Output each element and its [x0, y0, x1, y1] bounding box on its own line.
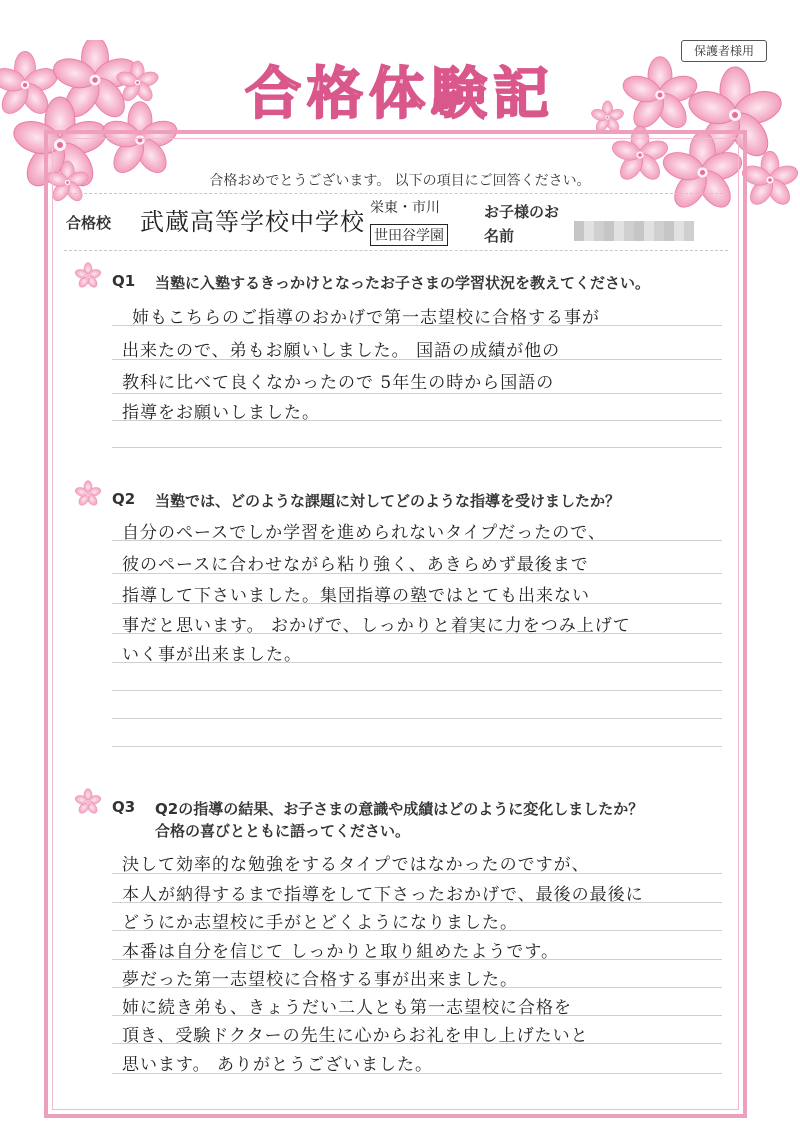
q3-answer-line: 夢だった第一志望校に合格する事が出来ました。: [122, 970, 518, 990]
q3-answer-line: 頂き、受験ドクターの先生に心からお礼を申し上げたいと: [122, 1026, 589, 1046]
answer-rule: [112, 447, 722, 448]
child-name-label: お子様のお名前: [484, 203, 560, 245]
q2-answer-line: いく事が出来ました。: [122, 645, 302, 665]
blossom-icon: [74, 480, 102, 508]
answer-rule: [112, 393, 722, 394]
q1-answer-line: 指導をお願いしました。: [122, 403, 320, 423]
q2-question: 当塾では、どのような課題に対してどのような指導を受けましたか？: [155, 492, 621, 510]
q1-answer-line: 教科に比べて良くなかったので 5年生の時から国語の: [122, 373, 555, 393]
school-label: 合格校: [66, 214, 112, 232]
q1-question: 当塾に入塾するきっかけとなったお子さまの学習状況を教えてください。: [155, 274, 651, 292]
q2-answer-line: 指導して下さいました。集団指導の塾ではとても出来ない: [122, 586, 590, 606]
divider: [64, 250, 728, 251]
q3-answer-line: 本人が納得するまで指導をして下さったおかげで、最後の最後に: [122, 885, 644, 905]
page-title: 合格体験記: [245, 61, 555, 127]
answer-rule: [112, 746, 722, 747]
q2-answer-line: 彼のペースに合わせながら粘り強く、あきらめず最後まで: [122, 555, 589, 575]
q3-question: Q2の指導の結果、お子さまの意識や成績はどのように変化しましたか？: [155, 800, 644, 818]
q2-answer-line: 事だと思います。 おかげで、しっかりと着実に力をつみ上げて: [122, 616, 631, 636]
q1-answer-line: 出来たので、弟もお願いしました。 国語の成績が他の: [122, 341, 561, 361]
divider: [64, 193, 728, 194]
q3-answer-line: どうにか志望校に手がとどくようになりました。: [122, 913, 518, 933]
school-note-other-2: 世田谷学園: [370, 224, 448, 246]
intro-text: 合格おめでとうございます。 以下の項目にご回答ください。: [209, 173, 591, 189]
audience-badge: 保護者様用: [681, 40, 767, 62]
q1-answer-line: 姉もこちらのご指導のおかげで第一志望校に合格する事が: [132, 308, 600, 328]
blossom-icon: [74, 788, 102, 816]
q1-number: Q1: [112, 272, 136, 290]
q3-answer-line: 本番は自分を信じて しっかりと取り組めたようです。: [122, 942, 560, 962]
q3-number: Q3: [112, 798, 136, 816]
q3-answer-line: 決して効率的な勉強をするタイプではなかったのですが、: [122, 855, 590, 875]
q3-answer-line: 姉に続き弟も、きょうだい二人とも第一志望校に合格を: [122, 998, 572, 1018]
answer-rule: [112, 690, 722, 691]
blossom-icon: [74, 262, 102, 290]
q3-question-line2: 合格の喜びとともに語ってください。: [155, 822, 411, 840]
q3-answer-line: 思います。 ありがとうございました。: [122, 1055, 434, 1075]
q2-answer-line: 自分のペースでしか学習を進められないタイプだったので、: [122, 523, 606, 543]
child-name-redacted: [574, 221, 694, 241]
school-name: 武蔵高等学校中学校: [140, 208, 365, 236]
answer-rule: [112, 718, 722, 719]
q2-number: Q2: [112, 490, 136, 508]
school-note-other: 栄東・市川: [370, 200, 440, 216]
